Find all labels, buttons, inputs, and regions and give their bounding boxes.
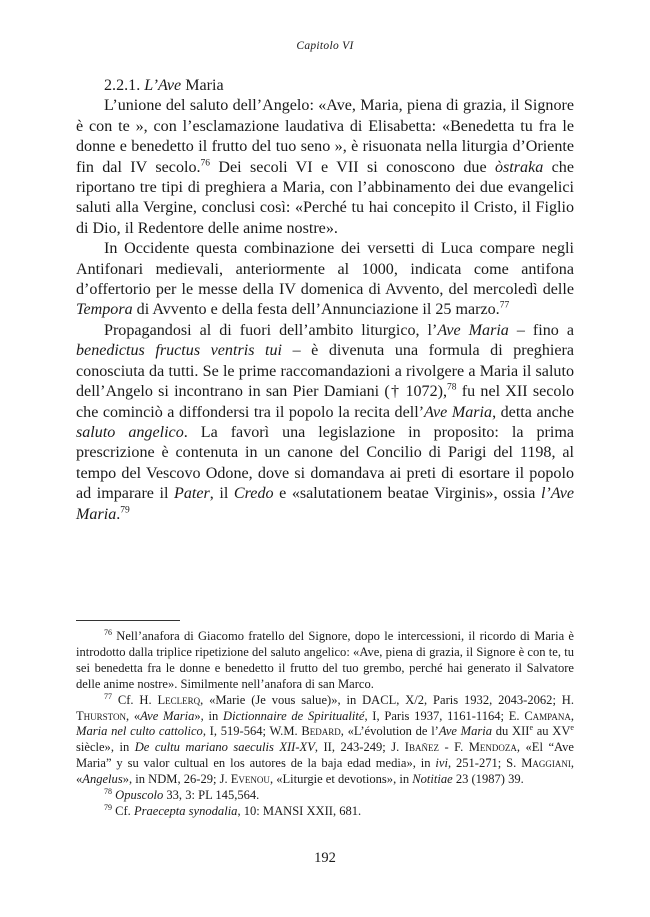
text-run: siècle», in [76, 740, 135, 755]
italic-run: òstraka [494, 158, 544, 176]
italic-run: Ave Maria [437, 321, 509, 339]
text-run: e «salutationem beatae Virginis», ossia [273, 485, 541, 503]
section-heading [76, 76, 574, 96]
italic-run: Ave Maria [424, 403, 493, 421]
footnote-divider [76, 620, 180, 621]
footnote-number: 79 [104, 802, 112, 812]
text-run: Cf. H. [112, 692, 158, 707]
text-run: . La favorì una legislazione in proposito: la prima prescrizione è contenuta in un canone del Concilio di Parigi del 1198, al tempo del Vescovo Odone, dove si domandava ai preti di esortare il popolo ad imparare il [76, 423, 575, 503]
text-run: L’unione del saluto dell’Angelo: «Ave, Maria, piena di grazia, il Signore è con te », con l’esclamazione laudativa di Elisabetta: «Benedetta tu fra le donne e benedetto il frutto del tuo seno », è risuonata nella liturgia d’Oriente fin dal IV secolo. [76, 97, 574, 176]
main-text [76, 76, 574, 525]
text-run: , «L’évolution de l’ [340, 724, 439, 739]
italic-run: De cultu mariano saeculis XII-XV [134, 740, 315, 755]
running-head: Capitolo VI [296, 40, 354, 52]
text-run: di Avvento e della festa dell’Annunciazione il 25 marzo. [132, 301, 500, 319]
author-name: Maggiani [521, 756, 571, 771]
author-name: Leclerq [157, 692, 201, 707]
text-run: In Occidente questa combinazione dei versetti di Luca compare negli Antifonari medievali, anteriormente al 1000, indicata come antifona d’offertorio per le messe della IV domenica di Avvento, del mercoledì delle [76, 240, 574, 299]
text-run: 23 (1987) 39. [452, 772, 524, 787]
footnote-number: 76 [104, 627, 112, 637]
italic-run: Dictionnaire de Spiritualité [223, 708, 365, 723]
section-title-italic: L’Ave [144, 77, 182, 94]
text-run: – fino a [508, 321, 575, 339]
text-run: , detta anche [492, 403, 574, 421]
paragraph-3 [76, 321, 574, 525]
text-run: , «Liturgie et devotions», in [269, 772, 413, 787]
text-run: , I, Paris 1937, 1161-1164; E. [364, 708, 525, 723]
footnote-ref-78[interactable]: 78 [447, 382, 457, 393]
text-run: Nell’anafora di Giacomo fratello del Signore, dopo le intercessioni, il ricordo di Maria è introdotto dalla triplice ripetizione del saluto angelico: «Ave, piena di grazia, il Signore è con te, tu sei benedetta fra le donne e benedetto il frutto del tuo grembo, perché hai generato il Salvatore delle anime nostre». Similmente nell’anafora di san Marco. [76, 629, 574, 691]
text-run: , [570, 708, 575, 723]
text-run: , «El “Ave Maria” y su valor cultual en los autores de la baja edad media», in [76, 740, 574, 771]
italic-run: saluto angelico [76, 423, 184, 441]
text-run: - F. [438, 740, 469, 755]
text-run: 33, 3: PL 145,564. [163, 788, 260, 803]
italic-run: Credo [233, 485, 274, 503]
footnote-76 [76, 629, 574, 693]
text-run: . [116, 505, 121, 523]
text-run: che riportano tre tipi di preghiera a Maria, con l’abbinamento dei due evangelici saluti alla Vergine, conclusi così: «Perché tu hai concepito il Cristo, il Figlio di Dio, il Redentore delle anime nostre». [76, 158, 574, 237]
text-run: , 251-271; S. [447, 756, 522, 771]
italic-run: Maria nel culto cattolico [76, 724, 203, 739]
author-name: Thurston [76, 708, 127, 723]
text-run: , « [126, 708, 141, 723]
footnote-ref-76[interactable]: 76 [200, 158, 211, 169]
text-run: , « [76, 756, 574, 787]
footnote-number: 77 [104, 691, 112, 701]
text-run: Cf. [112, 803, 134, 818]
text-run: – è divenuta una formula di preghiera conosciuta da tutti. Se le prime raccomandazioni a rivolgere a Maria il saluto dell’Angelo si incontrano in san Pier Damiani († 1072), [76, 342, 575, 401]
section-title-rest: Maria [181, 77, 224, 94]
italic-run: ivi [435, 756, 448, 771]
superscript: e [570, 723, 574, 733]
page-number: 192 [314, 850, 336, 866]
footnote-79 [76, 804, 574, 820]
paragraph-2 [76, 239, 574, 321]
author-name: Ibañez [404, 740, 439, 755]
author-name: Mendoza [468, 740, 517, 755]
text-run: du XII [492, 724, 530, 739]
text-run: , il [209, 485, 234, 503]
text-run: , «Marie (Je vous salue)», in DACL, X/2, Paris 1932, 2043-2062; H. [200, 692, 574, 707]
italic-run: Opuscolo [115, 788, 164, 803]
text-run: fu nel XII secolo che cominciò a diffondersi tra il popolo la recita dell’ [76, 383, 574, 421]
italic-run: benedictus fructus ventris tui [76, 342, 283, 360]
italic-run: Angelus [82, 772, 123, 787]
footnote-ref-79[interactable]: 79 [120, 505, 130, 516]
italic-run: Ave Maria [140, 708, 195, 723]
text-run: Dei secoli VI e VII si conoscono due [210, 158, 495, 176]
section-number: 2.2.1. [104, 77, 141, 94]
italic-run: Tempora [76, 301, 133, 319]
superscript: e [529, 723, 534, 733]
text-run: Propagandosi al di fuori dell’ambito liturgico, l’ [104, 321, 438, 339]
italic-run: Ave Maria [438, 724, 493, 739]
footnote-ref-77[interactable]: 77 [499, 301, 510, 312]
paragraph-1 [76, 96, 574, 239]
text-run: , 10: MANSI XXII, 681. [237, 803, 362, 818]
footnote-77 [76, 693, 574, 788]
footnote-number: 78 [104, 786, 112, 796]
italic-run: l’Ave Maria [76, 485, 575, 523]
text-run: », in [194, 708, 224, 723]
text-run: , II, 243-249; J. [314, 740, 405, 755]
footnote-78 [76, 788, 574, 804]
italic-run: Praecepta synodalia [133, 803, 238, 818]
text-run: au XV [533, 724, 571, 739]
author-name: Bedard [301, 724, 341, 739]
italic-run: Notitiae [412, 772, 453, 787]
author-name: Campana [524, 708, 571, 723]
footnotes [76, 629, 574, 820]
author-name: Evenou [230, 772, 270, 787]
text-run: , I, 519-564; W.M. [202, 724, 302, 739]
italic-run: Pater [174, 485, 210, 503]
text-run: », in NDM, 26-29; J. [122, 772, 231, 787]
